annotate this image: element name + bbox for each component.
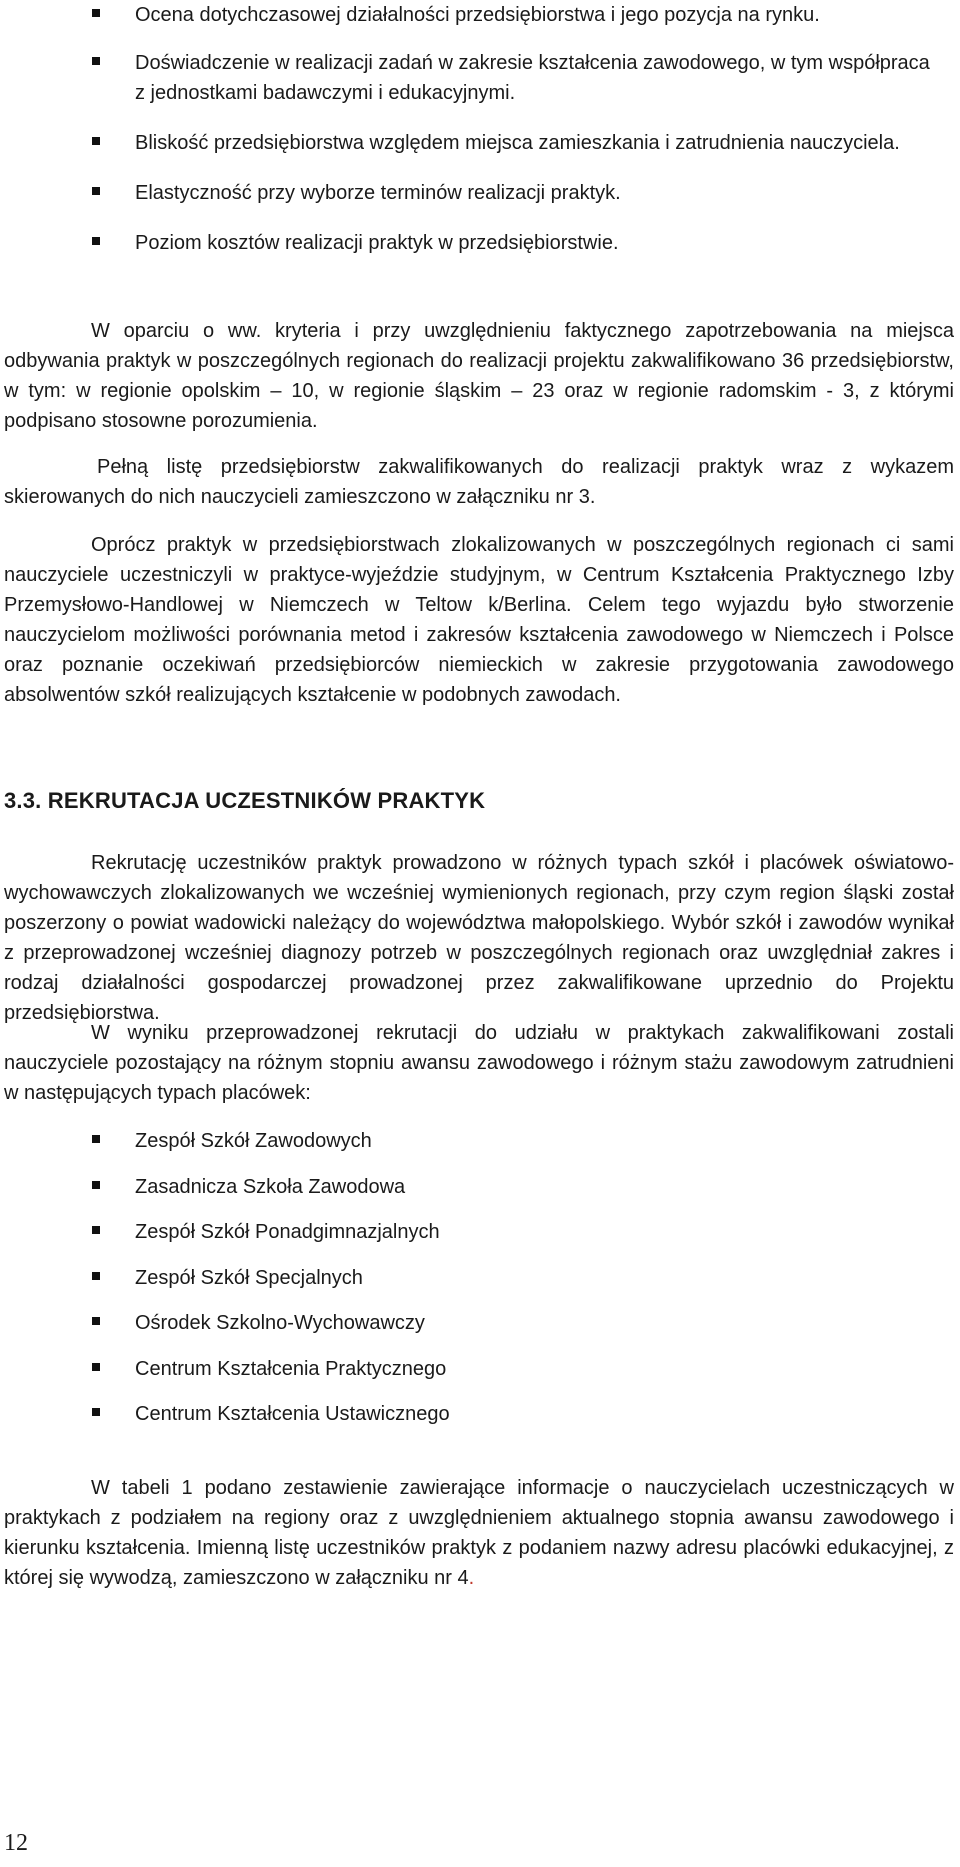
paragraph-enterprise-list: Pełną listę przedsiębiorstw zakwalifikowanych do realizacji praktyk wraz z wykazem skierowanych do nich nauczycieli zamieszczono w załączniku nr 3. — [4, 456, 954, 508]
list-item: Zespół Szkół Specjalnych — [135, 1263, 735, 1293]
page-number: 12 — [4, 1830, 28, 1856]
square-bullet-icon — [92, 187, 100, 195]
square-bullet-icon — [92, 9, 100, 17]
square-bullet-icon — [92, 1181, 100, 1189]
square-bullet-icon — [92, 1226, 100, 1234]
criteria-list — [135, 0, 935, 278]
list-item: Centrum Kształcenia Praktycznego — [135, 1354, 735, 1384]
list-item: Ośrodek Szkolno-Wychowawczy — [135, 1308, 735, 1338]
square-bullet-icon — [92, 1272, 100, 1280]
list-item: Zespół Szkół Ponadgimnazjalnych — [135, 1217, 735, 1247]
list-item: Centrum Kształcenia Ustawicznego — [135, 1399, 735, 1429]
paragraph-table-summary: W tabeli 1 podano zestawienie zawierające informacje o nauczycielach uczestniczących w praktykach z podziałem na regiony oraz z uwzględnieniem aktualnego stopnia awansu zawodowego i kierunku kształcenia. Imienną listę uczestników praktyk z podaniem nazwy adresu placówki edukacyjnej, z której się wywodzą, zamieszczono w załączniku nr 4. — [4, 1477, 954, 1589]
square-bullet-icon — [92, 237, 100, 245]
paragraph-recruitment-result: W wyniku przeprowadzonej rekrutacji do udziału w praktykach zakwalifikowani zostali nauczyciele pozostający na różnym stopniu awansu zawodowego i różnym stażu zawodowym zatrudnieni w następujących typach placówek: — [4, 1022, 954, 1104]
list-item: Zasadnicza Szkoła Zawodowa — [135, 1172, 735, 1202]
square-bullet-icon — [92, 1363, 100, 1371]
list-item: Zespół Szkół Zawodowych — [135, 1126, 735, 1156]
section-heading: 3.3. REKRUTACJA UCZESTNIKÓW PRAKTYK — [4, 788, 486, 813]
square-bullet-icon — [92, 57, 100, 65]
school-types-list — [135, 1126, 735, 1445]
list-item: Bliskość przedsiębiorstwa względem miejsca zamieszkania i zatrudnienia nauczyciela. — [135, 128, 935, 158]
list-item: Poziom kosztów realizacji praktyk w przedsiębiorstwie. — [135, 228, 935, 258]
paragraph-criteria-summary: W oparciu o ww. kryteria i przy uwzględnieniu faktycznego zapotrzebowania na miejsca odbywania praktyk w poszczególnych regionach do realizacji projektu zakwalifikowano 36 przedsiębiorstw, w tym: w regionie opolskim – 10, w regionie śląskim – 23 oraz w regionie radomskim - 3, z którymi podpisano stosowne porozumienia. — [4, 320, 954, 432]
square-bullet-icon — [92, 1317, 100, 1325]
paragraph-recruitment: Rekrutację uczestników praktyk prowadzono w różnych typach szkół i placówek oświatowo-wychowawczych zlokalizowanych we wcześniej wymienionych regionach, przy czym region śląski został poszerzony o powiat wadowicki należący do województwa małopolskiego. Wybór szkół i zawodów wynikał z przeprowadzonej wcześniej diagnozy potrzeb w poszczególnych regionach oraz uwzględniał zakres i rodzaj działalności gospodarczej prowadzonej przez zakwalifikowane uprzednio do Projektu przedsiębiorstwa. — [4, 852, 954, 1024]
square-bullet-icon — [92, 1135, 100, 1143]
square-bullet-icon — [92, 137, 100, 145]
list-item: Doświadczenie w realizacji zadań w zakresie kształcenia zawodowego, w tym współpraca z jednostkami badawczymi i edukacyjnymi. — [135, 48, 935, 108]
list-item: Elastyczność przy wyborze terminów realizacji praktyk. — [135, 178, 935, 208]
paragraph-study-trip: Oprócz praktyk w przedsiębiorstwach zlokalizowanych w poszczególnych regionach ci sami nauczyciele uczestniczyli w praktyce-wyjeździe studyjnym, w Centrum Kształcenia Praktycznego Izby Przemysłowo-Handlowej w Niemczech w Teltow k/Berlina. Celem tego wyjazdu było stworzenie nauczycielom możliwości porównania metod i zakresów kształcenia zawodowego w Niemczech i Polsce oraz poznanie oczekiwań przedsiębiorców niemieckich w zakresie przygotowania zawodowego absolwentów szkół realizujących kształcenie w podobnych zawodach. — [4, 534, 954, 706]
square-bullet-icon — [92, 1408, 100, 1416]
list-item: Ocena dotychczasowej działalności przedsiębiorstwa i jego pozycja na rynku. — [135, 0, 935, 30]
